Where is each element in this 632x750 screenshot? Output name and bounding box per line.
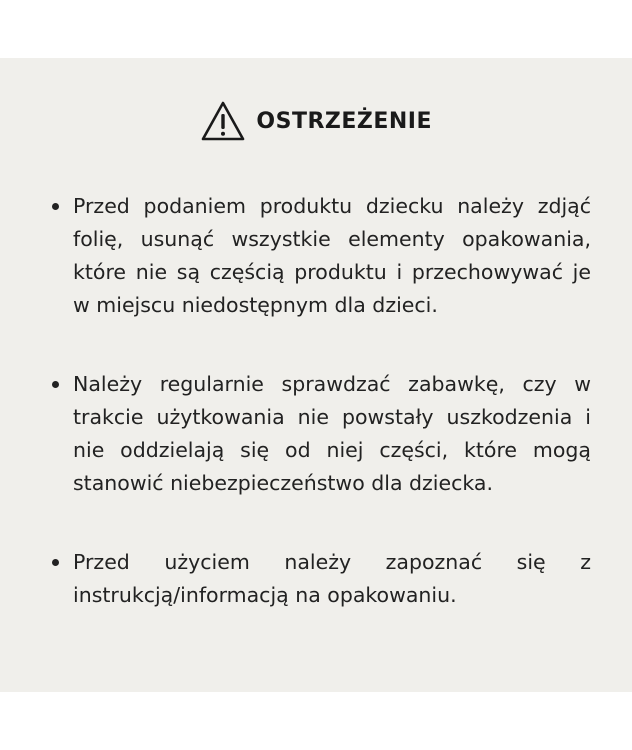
warning-list (50, 190, 591, 612)
warning-item-2 (50, 368, 591, 500)
bullet (52, 203, 59, 210)
warning-header (0, 100, 632, 142)
bullet (52, 559, 59, 566)
warning-item-3 (50, 546, 591, 612)
warning-title: OSTRZEŻENIE (256, 108, 433, 134)
warning-item-text: Należy regularnie sprawdzać zabawkę, czy w trakcie użytkowania nie powstały uszkodzenia i nie oddzielają się od niej części, które mogą stanowić niebezpieczeństwo dla dziecka. (73, 372, 591, 495)
warning-item-text: Przed podaniem produktu dziecku należy zdjąć folię, usunąć wszystkie elementy opakowania, które nie są częścią produktu i przechowywać je w miejscu niedostępnym dla dzieci. (73, 194, 591, 317)
warning-item-text: Przed użyciem należy zapoznać się z instrukcją/informacją na opakowaniu. (73, 550, 591, 607)
warning-triangle-icon (200, 100, 246, 142)
bullet (52, 381, 59, 388)
warning-item-1 (50, 190, 591, 322)
